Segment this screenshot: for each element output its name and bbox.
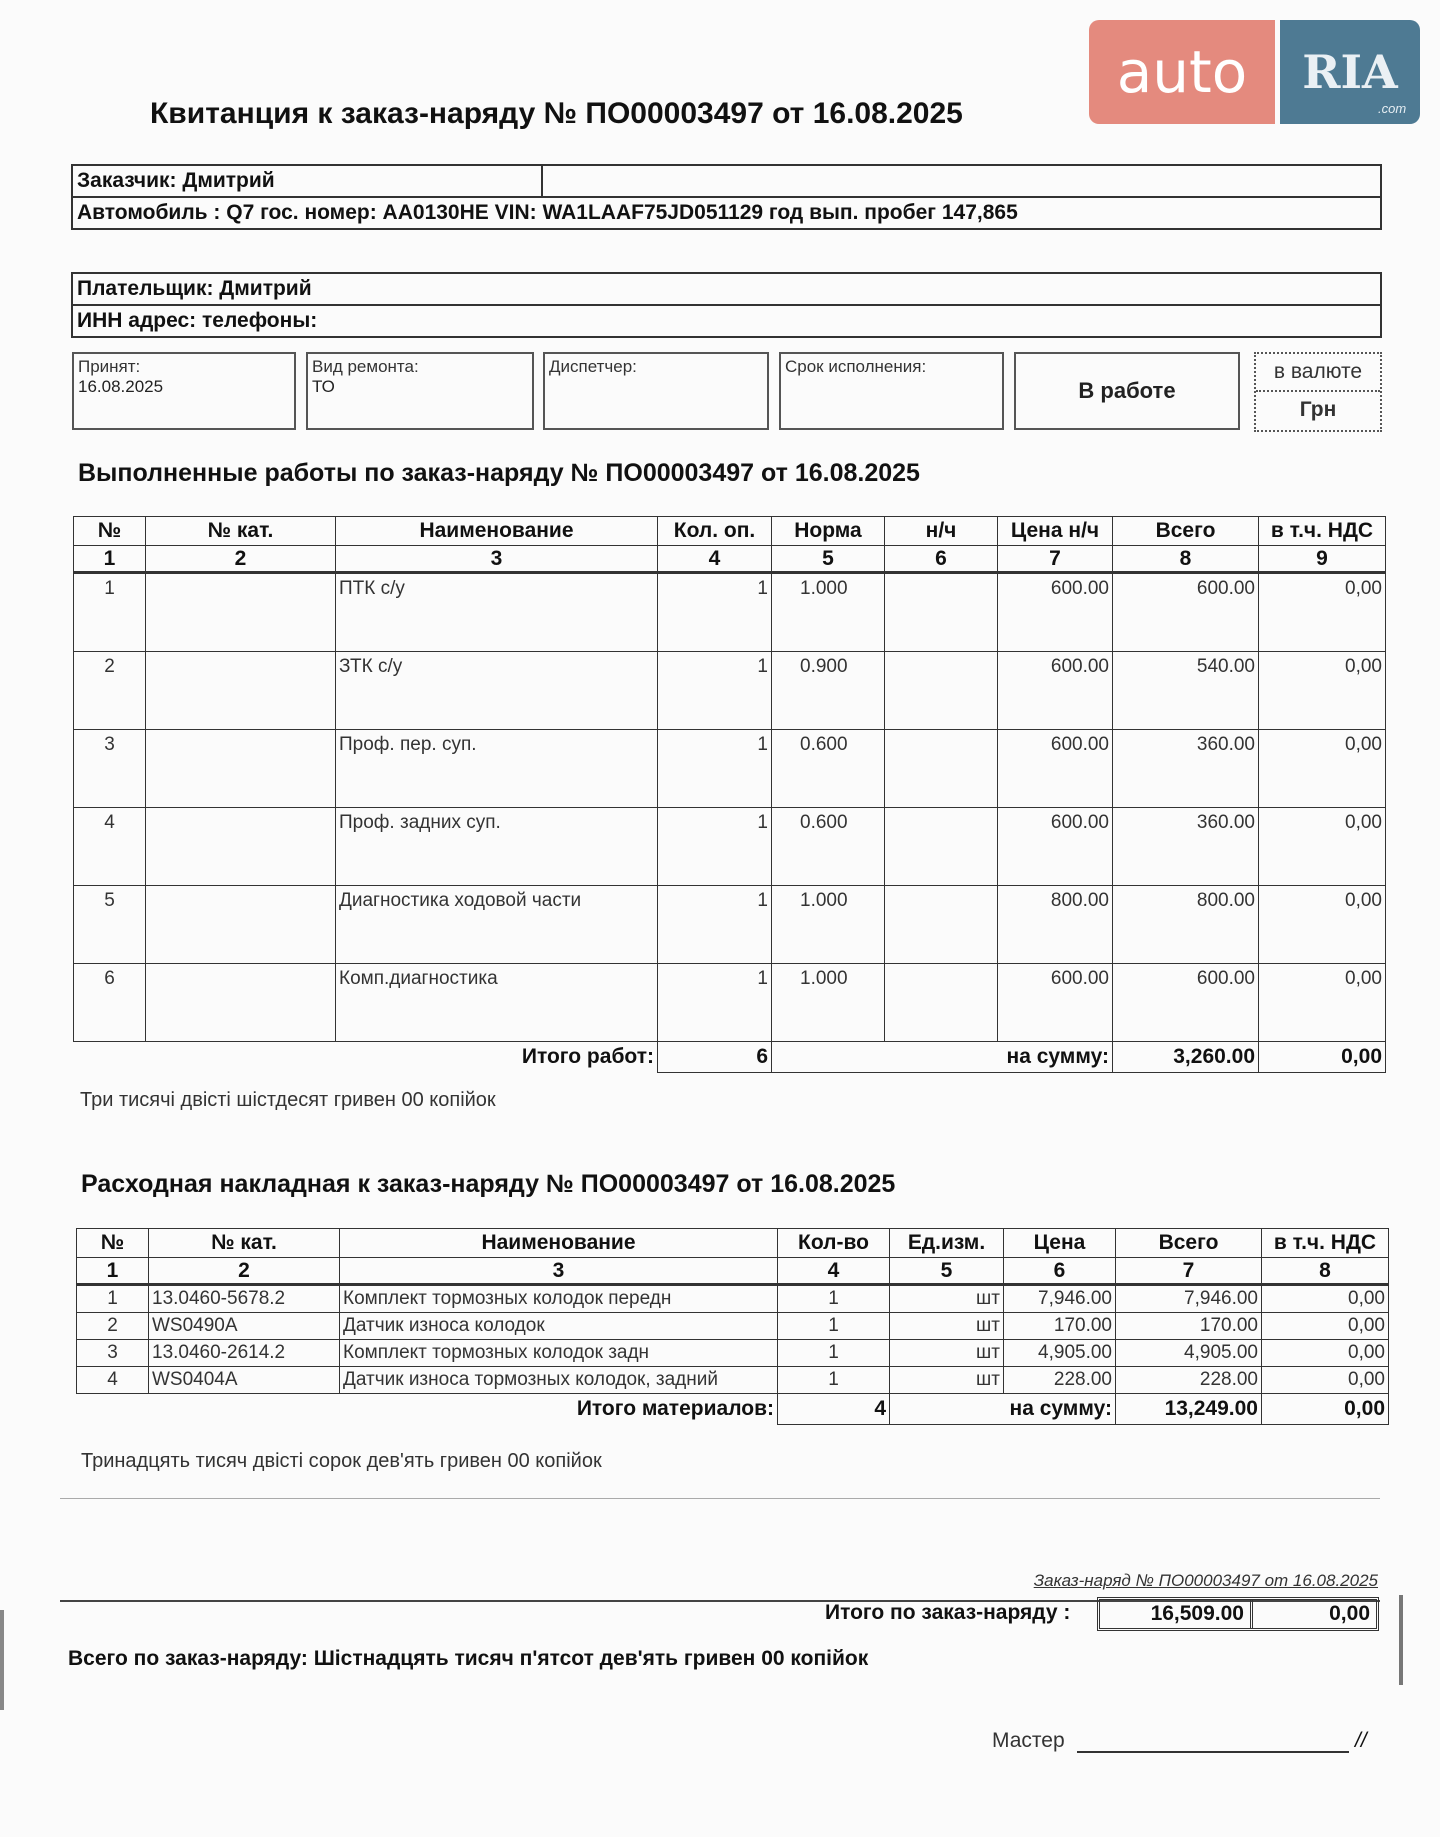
accepted-box	[72, 352, 296, 430]
works-col-number: 7	[998, 546, 1113, 573]
works-col-number: 1	[74, 546, 146, 573]
cell-name: Комплект тормозных колодок задн	[340, 1340, 778, 1367]
status-badge: В работе	[1014, 352, 1240, 430]
materials-header: в т.ч. НДС	[1262, 1229, 1389, 1258]
cell-total: 360.00	[1113, 808, 1259, 886]
cell-price: 600.00	[998, 964, 1113, 1042]
cell-number: 3	[74, 730, 146, 808]
cell-catalog: WS0404A	[149, 1367, 340, 1394]
cell-catalog: WS0490A	[149, 1313, 340, 1340]
cell-total: 7,946.00	[1116, 1285, 1262, 1313]
grand-total-box	[1097, 1597, 1379, 1631]
cell-catalog	[146, 886, 336, 964]
payer-details: ИНН адрес: телефоны:	[73, 304, 1380, 336]
cell-vat: 0,00	[1262, 1340, 1389, 1367]
cell-price: 800.00	[998, 886, 1113, 964]
master-label: Мастер	[992, 1729, 1065, 1752]
cell-name: Проф. задних суп.	[336, 808, 658, 886]
cell-catalog	[146, 573, 336, 652]
cell-nh	[885, 730, 998, 808]
currency-box	[1254, 352, 1382, 432]
table-row	[74, 730, 1386, 808]
materials-col-number: 1	[77, 1258, 149, 1285]
cell-name: Проф. пер. суп.	[336, 730, 658, 808]
signature-slashes: //	[1355, 1729, 1367, 1752]
autoria-logo-auto: auto	[1089, 20, 1275, 124]
autoria-logo-suffix: .com	[1378, 101, 1407, 116]
customer-divider	[541, 166, 543, 196]
cell-norm: 0.600	[772, 730, 885, 808]
materials-total-row	[77, 1394, 1389, 1425]
materials-header: № кат.	[149, 1229, 340, 1258]
works-header: №	[74, 517, 146, 546]
cell-total: 4,905.00	[1116, 1340, 1262, 1367]
repair-type-value: ТО	[312, 377, 335, 396]
cell-vat: 0,00	[1259, 964, 1386, 1042]
grand-total-label: Итого по заказ-наряду :	[825, 1601, 1071, 1624]
cell-total: 600.00	[1113, 964, 1259, 1042]
cell-name: ПТК с/у	[336, 573, 658, 652]
cell-price: 170.00	[1004, 1313, 1116, 1340]
cell-qty: 1	[658, 808, 772, 886]
materials-header: Ед.изм.	[890, 1229, 1004, 1258]
cell-number: 5	[74, 886, 146, 964]
cell-unit: шт	[890, 1367, 1004, 1394]
materials-col-number: 4	[778, 1258, 890, 1285]
works-total-count: 6	[658, 1042, 772, 1073]
works-column-numbers	[74, 546, 1386, 573]
cell-number: 1	[77, 1285, 149, 1313]
cell-total: 540.00	[1113, 652, 1259, 730]
works-table	[73, 516, 1386, 1073]
cell-name: Датчик износа тормозных колодок, задний	[340, 1367, 778, 1394]
document-title: Квитанция к заказ-наряду № ПО00003497 от 16.08.2025	[150, 97, 963, 130]
cell-vat: 0,00	[1259, 573, 1386, 652]
cell-norm: 1.000	[772, 573, 885, 652]
cell-number: 4	[74, 808, 146, 886]
works-header: Наименование	[336, 517, 658, 546]
materials-table	[76, 1228, 1389, 1425]
currency-value: Грн	[1256, 390, 1380, 428]
works-col-number: 6	[885, 546, 998, 573]
order-reference: Заказ-наряд № ПО00003497 от 16.08.2025	[1033, 1571, 1378, 1590]
cell-unit: шт	[890, 1313, 1004, 1340]
works-section-title: Выполненные работы по заказ-наряду № ПО00003497 от 16.08.2025	[78, 459, 920, 487]
cell-nh	[885, 964, 998, 1042]
materials-header: Всего	[1116, 1229, 1262, 1258]
scan-artifact-left	[0, 1610, 4, 1710]
customer-block	[71, 164, 1382, 230]
materials-sum-vat: 0,00	[1262, 1394, 1389, 1425]
payer-name: Плательщик: Дмитрий	[77, 277, 312, 300]
table-row	[77, 1285, 1389, 1313]
dispatcher-box	[543, 352, 769, 430]
works-sum-vat: 0,00	[1259, 1042, 1386, 1073]
customer-name: Заказчик: Дмитрий	[77, 169, 275, 192]
cell-price: 600.00	[998, 573, 1113, 652]
cell-qty: 1	[778, 1367, 890, 1394]
vehicle-row: Автомобиль : Q7 гос. номер: AA0130HE VIN: WA1LAAF75JD051129 год вып. пробег 147,865	[73, 196, 1380, 228]
cell-catalog: 13.0460-2614.2	[149, 1340, 340, 1367]
table-row	[74, 808, 1386, 886]
works-total-label: Итого работ:	[521, 1045, 654, 1069]
customer-row	[73, 166, 1380, 196]
table-row	[77, 1367, 1389, 1394]
cell-unit: шт	[890, 1340, 1004, 1367]
works-total-row	[74, 1042, 1386, 1073]
materials-header: Кол-во	[778, 1229, 890, 1258]
accepted-value: 16.08.2025	[78, 377, 164, 396]
works-header: Норма	[772, 517, 885, 546]
materials-header: Наименование	[340, 1229, 778, 1258]
deadline-label: Срок исполнения:	[785, 357, 927, 376]
repair-type-label: Вид ремонта:	[312, 357, 419, 376]
materials-sum: 13,249.00	[1116, 1394, 1262, 1425]
works-col-number: 8	[1113, 546, 1259, 573]
cell-vat: 0,00	[1262, 1285, 1389, 1313]
scan-artifact-right	[1399, 1595, 1403, 1685]
cell-qty: 1	[658, 964, 772, 1042]
works-header: в т.ч. НДС	[1259, 517, 1386, 546]
cell-total: 228.00	[1116, 1367, 1262, 1394]
cell-vat: 0,00	[1259, 886, 1386, 964]
works-col-number: 5	[772, 546, 885, 573]
materials-col-number: 3	[340, 1258, 778, 1285]
cell-number: 2	[74, 652, 146, 730]
table-row	[74, 964, 1386, 1042]
cell-norm: 1.000	[772, 964, 885, 1042]
cell-price: 600.00	[998, 730, 1113, 808]
cell-norm: 1.000	[772, 886, 885, 964]
signature-line	[1077, 1751, 1349, 1753]
table-row	[74, 573, 1386, 652]
cell-qty: 1	[658, 730, 772, 808]
dispatcher-label: Диспетчер:	[549, 357, 637, 376]
table-row	[77, 1340, 1389, 1367]
materials-col-number: 5	[890, 1258, 1004, 1285]
cell-number: 3	[77, 1340, 149, 1367]
cell-nh	[885, 573, 998, 652]
materials-sum-label: на сумму:	[890, 1394, 1116, 1425]
materials-total-count: 4	[778, 1394, 890, 1425]
cell-vat: 0,00	[1262, 1313, 1389, 1340]
works-header: н/ч	[885, 517, 998, 546]
cell-vat: 0,00	[1259, 730, 1386, 808]
works-col-number: 2	[146, 546, 336, 573]
works-sum: 3,260.00	[1113, 1042, 1259, 1073]
materials-header: Цена	[1004, 1229, 1116, 1258]
grand-total-vat: 0,00	[1250, 1600, 1376, 1628]
cell-norm: 0.900	[772, 652, 885, 730]
cell-catalog	[146, 652, 336, 730]
payer-block	[71, 272, 1382, 338]
materials-col-number: 7	[1116, 1258, 1262, 1285]
cell-price: 228.00	[1004, 1367, 1116, 1394]
cell-total: 600.00	[1113, 573, 1259, 652]
cell-catalog	[146, 964, 336, 1042]
works-header-row	[74, 517, 1386, 546]
works-header: Всего	[1113, 517, 1259, 546]
cell-qty: 1	[658, 573, 772, 652]
cell-vat: 0,00	[1259, 808, 1386, 886]
cell-price: 7,946.00	[1004, 1285, 1116, 1313]
cell-price: 600.00	[998, 652, 1113, 730]
cell-qty: 1	[658, 652, 772, 730]
cell-unit: шт	[890, 1285, 1004, 1313]
table-row	[74, 652, 1386, 730]
cell-qty: 1	[778, 1285, 890, 1313]
cell-name: Диагностика ходовой части	[336, 886, 658, 964]
works-sum-label: на сумму:	[772, 1042, 1113, 1073]
total-in-words: Всего по заказ-наряду: Шістнадцять тисяч п'ятсот дев'ять гривен 00 копійок	[68, 1647, 869, 1670]
cell-vat: 0,00	[1259, 652, 1386, 730]
cell-nh	[885, 808, 998, 886]
scan-fold-line	[60, 1498, 1380, 1499]
works-header: № кат.	[146, 517, 336, 546]
works-col-number: 4	[658, 546, 772, 573]
cell-nh	[885, 886, 998, 964]
cell-name: Датчик износа колодок	[340, 1313, 778, 1340]
works-col-number: 3	[336, 546, 658, 573]
table-row	[74, 886, 1386, 964]
materials-total-label: Итого материалов:	[576, 1397, 774, 1421]
cell-name: Комплект тормозных колодок передн	[340, 1285, 778, 1313]
currency-label: в валюте	[1273, 360, 1363, 383]
cell-qty: 1	[778, 1313, 890, 1340]
cell-catalog	[146, 730, 336, 808]
cell-nh	[885, 652, 998, 730]
cell-number: 6	[74, 964, 146, 1042]
cell-number: 1	[74, 573, 146, 652]
works-col-number: 9	[1259, 546, 1386, 573]
cell-total: 170.00	[1116, 1313, 1262, 1340]
grand-total: 16,509.00	[1150, 1602, 1244, 1625]
table-row	[77, 1313, 1389, 1340]
cell-price: 600.00	[998, 808, 1113, 886]
cell-total: 360.00	[1113, 730, 1259, 808]
materials-header-row	[77, 1229, 1389, 1258]
cell-price: 4,905.00	[1004, 1340, 1116, 1367]
accepted-label: Принят:	[78, 357, 141, 376]
cell-catalog: 13.0460-5678.2	[149, 1285, 340, 1313]
materials-col-number: 2	[149, 1258, 340, 1285]
cell-number: 4	[77, 1367, 149, 1394]
cell-name: Комп.диагностика	[336, 964, 658, 1042]
materials-col-number: 6	[1004, 1258, 1116, 1285]
repair-type-box	[306, 352, 534, 430]
works-header: Цена н/ч	[998, 517, 1113, 546]
works-sum-in-words: Три тисячі двісті шістдесят гривен 00 копійок	[80, 1089, 496, 1111]
deadline-box	[779, 352, 1004, 430]
cell-name: ЗТК с/у	[336, 652, 658, 730]
materials-column-numbers	[77, 1258, 1389, 1285]
materials-section-title: Расходная накладная к заказ-наряду № ПО00003497 от 16.08.2025	[81, 1170, 896, 1198]
cell-qty: 1	[658, 886, 772, 964]
autoria-logo-ria: RIA	[1280, 20, 1420, 124]
cell-total: 800.00	[1113, 886, 1259, 964]
cell-vat: 0,00	[1262, 1367, 1389, 1394]
materials-sum-in-words: Тринадцять тисяч двісті сорок дев'ять гривен 00 копійок	[81, 1450, 602, 1472]
cell-norm: 0.600	[772, 808, 885, 886]
cell-qty: 1	[778, 1340, 890, 1367]
materials-col-number: 8	[1262, 1258, 1389, 1285]
cell-catalog	[146, 808, 336, 886]
cell-number: 2	[77, 1313, 149, 1340]
works-header: Кол. оп.	[658, 517, 772, 546]
materials-header: №	[77, 1229, 149, 1258]
